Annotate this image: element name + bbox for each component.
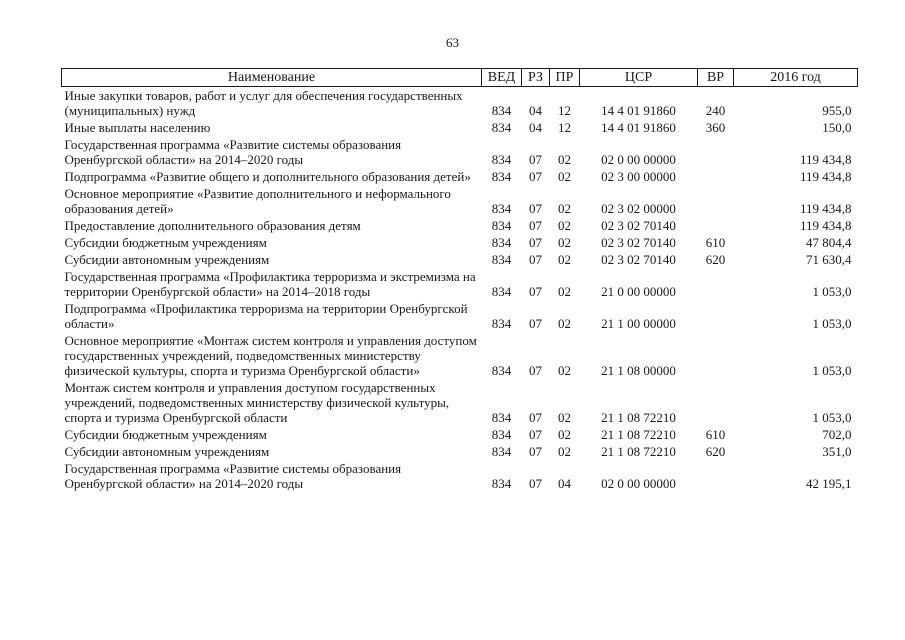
row-amount: 42 195,1 [806, 476, 852, 491]
table-row [62, 332, 858, 379]
row-ved: 834 [491, 152, 512, 167]
row-csr: 02 3 02 00000 [601, 201, 676, 216]
row-name: Предоставление дополнительного образования детям [64, 218, 361, 233]
row-csr: 14 4 01 91860 [601, 120, 676, 135]
row-amount: 955,0 [822, 103, 852, 118]
table-row [62, 379, 858, 426]
row-ved: 834 [491, 363, 512, 378]
row-ved: 834 [491, 103, 512, 118]
row-pr: 04 [558, 476, 571, 491]
row-pr: 02 [558, 169, 571, 184]
row-pr: 02 [558, 201, 571, 216]
row-amount: 1 053,0 [812, 284, 852, 299]
row-name: Основное мероприятие «Развитие дополнительного и неформального образования детей» [64, 186, 451, 216]
header-name: Наименование [62, 69, 482, 87]
row-csr: 02 3 02 70140 [601, 218, 676, 233]
row-name: Государственная программа «Развитие системы образования Оренбургской области» на 2014–2020 годы [64, 461, 402, 491]
row-rz: 07 [529, 235, 542, 250]
row-name: Подпрограмма «Развитие общего и дополнительного образования детей» [64, 169, 471, 184]
row-vr [698, 185, 734, 217]
row-rz: 07 [529, 316, 542, 331]
row-amount: 71 630,4 [806, 252, 852, 267]
row-rz: 07 [529, 444, 542, 459]
row-amount: 1 053,0 [812, 316, 852, 331]
header-vr: ВР [698, 69, 734, 87]
table-row [62, 185, 858, 217]
row-ved: 834 [491, 201, 512, 216]
row-name: Субсидии бюджетным учреждениям [64, 235, 267, 250]
row-csr: 02 0 00 00000 [601, 476, 676, 491]
table-header-row [62, 69, 858, 87]
row-amount: 119 434,8 [799, 201, 852, 216]
row-pr: 02 [558, 363, 571, 378]
table-body [62, 87, 858, 493]
row-csr: 21 1 08 72210 [601, 410, 676, 425]
row-amount: 119 434,8 [799, 169, 852, 184]
row-rz: 04 [529, 120, 542, 135]
row-csr: 21 1 08 00000 [601, 363, 676, 378]
row-vr: 620 [705, 252, 726, 267]
row-name: Монтаж систем контроля и управления доступом государственных учреждений, подведомственных министерству физической культуры, спорта и туризма Оренбургской области [64, 380, 450, 425]
row-ved: 834 [491, 169, 512, 184]
row-name: Субсидии бюджетным учреждениям [64, 427, 267, 442]
row-vr [698, 460, 734, 492]
row-csr: 21 1 08 72210 [601, 427, 676, 442]
header-rz: РЗ [522, 69, 550, 87]
row-csr: 02 0 00 00000 [601, 152, 676, 167]
row-pr: 02 [558, 316, 571, 331]
row-vr: 610 [705, 235, 726, 250]
table-row [62, 460, 858, 492]
header-year: 2016 год [734, 69, 858, 87]
header-csr: ЦСР [580, 69, 698, 87]
row-ved: 834 [491, 218, 512, 233]
row-rz: 07 [529, 284, 542, 299]
row-csr: 02 3 00 00000 [601, 169, 676, 184]
row-rz: 07 [529, 427, 542, 442]
row-amount: 150,0 [822, 120, 852, 135]
row-csr: 14 4 01 91860 [601, 103, 676, 118]
row-vr: 240 [705, 103, 726, 118]
row-ved: 834 [491, 444, 512, 459]
table-row [62, 443, 858, 460]
table-row [62, 234, 858, 251]
row-csr: 21 0 00 00000 [601, 284, 676, 299]
row-vr [698, 136, 734, 168]
table-row [62, 300, 858, 332]
page-number: 63 [446, 35, 459, 50]
row-rz: 07 [529, 169, 542, 184]
row-name: Подпрограмма «Профилактика терроризма на территории Оренбургской области» [64, 301, 468, 331]
row-ved: 834 [491, 410, 512, 425]
row-rz: 07 [529, 218, 542, 233]
row-amount: 119 434,8 [799, 218, 852, 233]
row-vr: 360 [705, 120, 726, 135]
row-pr: 02 [558, 235, 571, 250]
row-name: Основное мероприятие «Монтаж систем контроля и управления доступом государственных учреждений, подведомственных министерству физической культуры, спорта и туризма Оренбургской области» [64, 333, 477, 378]
row-amount: 47 804,4 [806, 235, 852, 250]
row-pr: 02 [558, 218, 571, 233]
row-amount: 702,0 [822, 427, 852, 442]
row-pr: 02 [558, 410, 571, 425]
row-vr [698, 217, 734, 234]
budget-table [61, 68, 858, 492]
row-pr: 12 [558, 120, 571, 135]
row-name: Субсидии автономным учреждениям [64, 444, 270, 459]
row-name: Государственная программа «Развитие системы образования Оренбургской области» на 2014–2020 годы [64, 137, 402, 167]
row-rz: 04 [529, 103, 542, 118]
row-amount: 119 434,8 [799, 152, 852, 167]
row-rz: 07 [529, 363, 542, 378]
row-name: Государственная программа «Профилактика терроризма и экстремизма на территории Оренбургской области» на 2014–2018 годы [64, 269, 476, 299]
row-csr: 02 3 02 70140 [601, 235, 676, 250]
row-amount: 1 053,0 [812, 363, 852, 378]
row-rz: 07 [529, 476, 542, 491]
row-vr [698, 268, 734, 300]
row-rz: 07 [529, 201, 542, 216]
row-pr: 02 [558, 427, 571, 442]
row-pr: 02 [558, 444, 571, 459]
table-row [62, 217, 858, 234]
header-pr: ПР [550, 69, 580, 87]
row-ved: 834 [491, 235, 512, 250]
row-rz: 07 [529, 152, 542, 167]
row-ved: 834 [491, 252, 512, 267]
row-pr: 02 [558, 284, 571, 299]
row-vr [698, 300, 734, 332]
row-ved: 834 [491, 120, 512, 135]
row-vr [698, 168, 734, 185]
table-row [62, 251, 858, 268]
row-pr: 02 [558, 252, 571, 267]
row-ved: 834 [491, 284, 512, 299]
table-row [62, 119, 858, 136]
row-vr [698, 379, 734, 426]
row-csr: 02 3 02 70140 [601, 252, 676, 267]
row-name: Субсидии автономным учреждениям [64, 252, 270, 267]
table-row [62, 268, 858, 300]
row-rz: 07 [529, 252, 542, 267]
row-ved: 834 [491, 316, 512, 331]
row-name: Иные выплаты населению [64, 120, 211, 135]
row-pr: 12 [558, 103, 571, 118]
row-pr: 02 [558, 152, 571, 167]
row-rz: 07 [529, 410, 542, 425]
table-row [62, 136, 858, 168]
row-csr: 21 1 08 72210 [601, 444, 676, 459]
row-amount: 1 053,0 [812, 410, 852, 425]
row-vr [698, 332, 734, 379]
row-name: Иные закупки товаров, работ и услуг для обеспечения государственных (муниципальных) нужд [64, 88, 463, 118]
table-row [62, 168, 858, 185]
row-csr: 21 1 00 00000 [601, 316, 676, 331]
table-row [62, 426, 858, 443]
row-vr: 620 [705, 444, 726, 459]
row-amount: 351,0 [822, 444, 852, 459]
table-row [62, 87, 858, 120]
row-ved: 834 [491, 427, 512, 442]
row-vr: 610 [705, 427, 726, 442]
row-ved: 834 [491, 476, 512, 491]
header-ved: ВЕД [482, 69, 522, 87]
